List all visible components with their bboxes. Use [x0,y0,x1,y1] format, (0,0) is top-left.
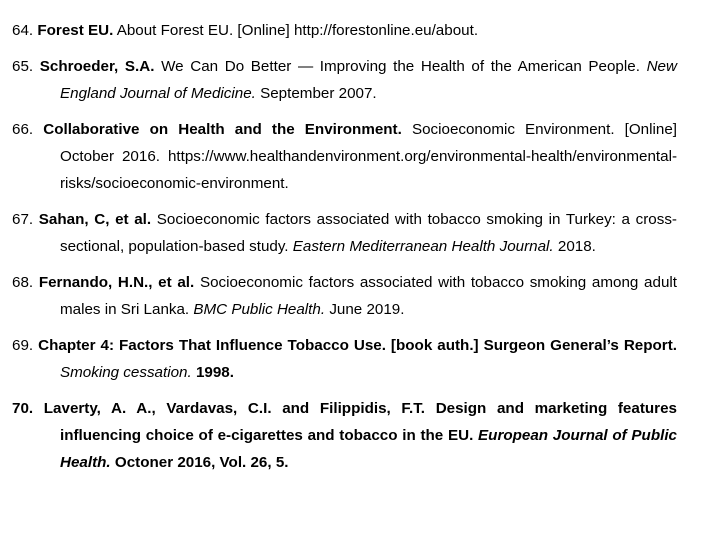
clipped-previous-line [60,0,260,3]
reference-title: We Can Do Better — Improving the Health of the American People. [161,58,640,75]
reference-number: 69. [12,337,34,354]
reference-date: 2018. [557,238,596,255]
reference-64 [12,17,677,44]
reference-number: 70. [12,400,34,417]
reference-title: Socioeconomic factors associated with tobacco smoking in Turkey: a cross-sectional, population-based study. [60,211,677,255]
reference-author: Schroeder, S.A. [39,58,155,75]
reference-date: September 2007. [260,85,377,102]
reference-70 [12,395,677,476]
reference-67 [12,206,677,260]
reference-journal: BMC Public Health. [193,301,326,318]
reference-65 [12,53,677,107]
reference-number: 68. [12,274,34,291]
reference-author: Collaborative on Health and the Environment. [43,121,402,138]
reference-author: Forest EU. [37,22,114,39]
reference-journal: New England Journal of Medicine. [60,58,677,102]
reference-journal: Smoking cessation. [60,364,192,381]
reference-journal: European Journal of Public Health. [60,427,677,471]
reference-number: 64. [12,22,34,39]
reference-date: 1998. [195,364,234,381]
reference-title: Design and marketing features influencing choice of e-cigarettes and tobacco in the EU. [60,400,677,444]
reference-number: 65. [12,58,34,75]
reference-journal: Eastern Mediterranean Health Journal. [292,238,554,255]
reference-author: Fernando, H.N., et al. [38,274,195,291]
reference-title: Socioeconomic factors associated with tobacco smoking among adult males in Sri Lanka. [60,274,677,318]
reference-date: Octoner 2016, Vol. 26, 5. [114,454,289,471]
reference-title: Socioeconomic Environment. [Online] October 2016. https://www.healthandenvironment.org/environmental-health/environmental-risks/socioeconomic-environment. [60,121,677,192]
reference-69 [12,332,677,386]
reference-66 [12,116,677,197]
reference-author: Laverty, A. A., Vardavas, C.I. and Filippidis, F.T. [43,400,426,417]
reference-number: 66. [12,121,34,138]
reference-author: Sahan, C, et al. [38,211,152,228]
reference-author: Chapter 4: Factors That Influence Tobacco Use. [book auth.] Surgeon General’s Report. [38,337,677,354]
reference-date: June 2019. [329,301,405,318]
reference-title: About Forest EU. [Online] http://forestonline.eu/about. [116,22,479,39]
reference-list [12,17,677,485]
reference-number: 67. [12,211,34,228]
reference-68 [12,269,677,323]
